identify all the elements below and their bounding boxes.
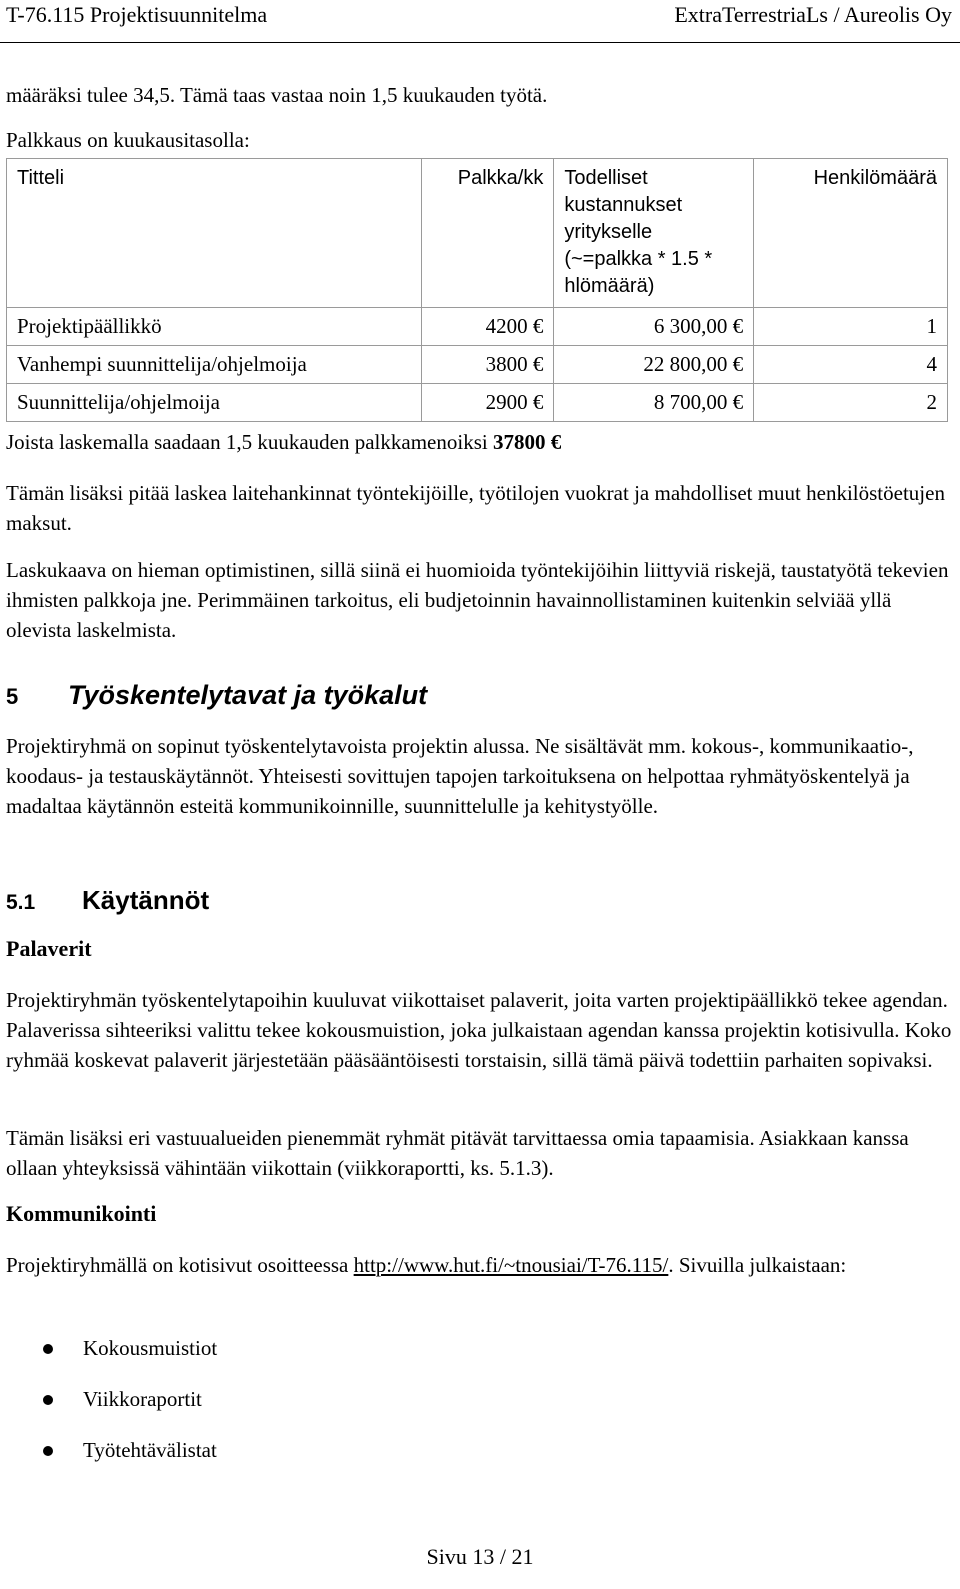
paragraph-homepage <box>6 1250 952 1280</box>
homepage-link[interactable]: http://www.hut.fi/~tnousiai/T-76.115/ <box>353 1253 669 1277</box>
section-title: Käytännöt <box>82 885 210 915</box>
list-item <box>6 1374 217 1425</box>
table-header-row <box>7 159 948 308</box>
section-number: 5.1 <box>6 891 36 914</box>
table-row <box>7 308 948 346</box>
list-item-label: Työtehtävälistat <box>83 1438 217 1462</box>
table-header-actual-cost: Todelliset kustannukset yritykselle (~=palkka * 1.5 * hlömäärä) <box>554 159 754 308</box>
list-item <box>6 1323 217 1374</box>
section-title: Työskentelytavat ja työkalut <box>68 680 428 710</box>
cell-title: Vanhempi suunnittelija/ohjelmoija <box>7 346 422 384</box>
list-item-label: Kokousmuistiot <box>83 1336 218 1360</box>
published-items-list <box>6 1323 217 1476</box>
paragraph-formula-note: Laskukaava on hieman optimistinen, sillä siinä ei huomioida työntekijöihin liittyviä riskejä, taustatyötä tekevien ihmisten palkkoja jne. Perimmäinen tarkoitus, eli budjetoinnin havainnollistaminen kuitenkin selviää yllä olevista laskelmista. <box>6 558 949 642</box>
table-row <box>7 346 948 384</box>
cell-cost: 6 300,00 € <box>554 308 754 346</box>
cell-salary: 3800 € <box>422 346 554 384</box>
subheading-kommunikointi: Kommunikointi <box>6 1201 157 1226</box>
header-document-title: T-76.115 Projektisuunnitelma <box>6 2 268 27</box>
paragraph-salary-intro: Palkkaus on kuukausitasolla: <box>6 128 250 152</box>
section-heading-5-1 <box>6 885 209 916</box>
homepage-text-suffix: . Sivuilla julkaistaan: <box>668 1253 847 1277</box>
list-item <box>6 1425 217 1476</box>
paragraph-additional-costs: Tämän lisäksi pitää laskea laitehankinnat työntekijöille, työtilojen vuokrat ja mahdolliset muut henkilöstöetujen maksut. <box>6 481 945 535</box>
cell-headcount: 1 <box>754 308 948 346</box>
subheading-palaverit: Palaverit <box>6 936 92 961</box>
cell-title: Suunnittelija/ohjelmoija <box>7 384 422 422</box>
table-header-title: Titteli <box>7 159 422 308</box>
cell-cost: 22 800,00 € <box>554 346 754 384</box>
table-header-headcount: Henkilömäärä <box>754 159 948 308</box>
page-header <box>6 2 952 38</box>
paragraph-working-methods: Projektiryhmä on sopinut työskentelytavoista projektin alussa. Ne sisältävät mm. kokous-, kommunikaatio-, koodaus- ja testauskäytännöt. Yhteisesti sovittujen tapojen tarkoituksena on helpottaa ryhmätyöskentelyä ja madaltaa käytännön esteitä kommunikoinnille, suunnittelulle ja kehitystyölle. <box>6 734 914 818</box>
cell-salary: 4200 € <box>422 308 554 346</box>
cell-headcount: 4 <box>754 346 948 384</box>
paragraph-total <box>6 427 952 457</box>
cell-salary: 2900 € <box>422 384 554 422</box>
table-row <box>7 384 948 422</box>
cell-cost: 8 700,00 € <box>554 384 754 422</box>
page-number-footer: Sivu 13 / 21 <box>426 1544 534 1569</box>
header-divider <box>0 42 960 43</box>
homepage-text: Projektiryhmällä on kotisivut osoitteessa <box>6 1253 354 1277</box>
cell-headcount: 2 <box>754 384 948 422</box>
bullet-icon <box>43 1395 53 1405</box>
section-number: 5 <box>6 684 19 709</box>
list-item-label: Viikkoraportit <box>83 1387 202 1411</box>
header-organization: ExtraTerrestriaLs / Aureolis Oy <box>674 2 952 27</box>
bullet-icon <box>43 1344 53 1354</box>
bullet-icon <box>43 1446 53 1456</box>
cell-title: Projektipäällikkö <box>7 308 422 346</box>
total-amount: 37800 € <box>492 430 562 454</box>
salary-table <box>6 158 948 422</box>
paragraph-smaller-meetings: Tämän lisäksi eri vastuualueiden pienemmät ryhmät pitävät tarvittaessa omia tapaamisia. Asiakkaan kanssa ollaan yhteyksissä vähintään viikottain (viikkoraportti, ks. 5.1.3). <box>6 1126 909 1180</box>
paragraph-meetings: Projektiryhmän työskentelytapoihin kuuluvat viikottaiset palaverit, joita varten projektipäällikkö tekee agendan. Palaverissa sihteeriksi valittu tekee kokousmuistion, joka julkaistaan agendan kanssa projektin kotisivulla. Koko ryhmää koskevat palaverit järjestetään pääsääntöisesti torstaisin, sillä tämä päivä todettiin parhaiten sopivaksi. <box>6 988 952 1072</box>
section-heading-5 <box>6 680 427 711</box>
table-header-salary: Palkka/kk <box>422 159 554 308</box>
total-text: Joista laskemalla saadaan 1,5 kuukauden palkkamenoiksi <box>6 430 493 454</box>
paragraph-intro: määräksi tulee 34,5. Tämä taas vastaa noin 1,5 kuukauden työtä. <box>6 83 548 107</box>
